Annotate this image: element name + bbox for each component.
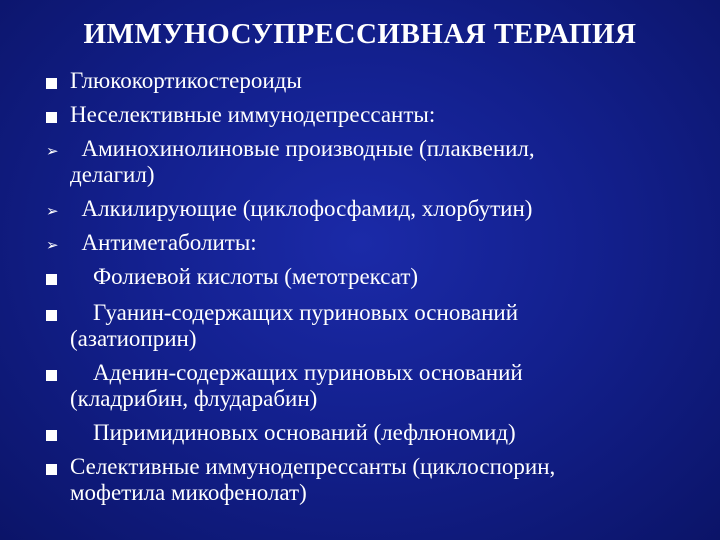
square-bullet-icon xyxy=(44,264,60,290)
square-bullet-icon xyxy=(44,300,60,326)
list-item-line: делагил) xyxy=(70,162,155,187)
square-bullet-icon xyxy=(44,68,60,94)
list-item-line: Аминохинолиновые производные (плаквенил, xyxy=(70,136,535,161)
arrow-bullet-icon: ➢ xyxy=(46,236,59,254)
list-item-line: мофетила микофенолат) xyxy=(70,480,307,505)
list-item-line: Неселективные иммунодепрессанты: xyxy=(70,102,436,127)
square-bullet-icon xyxy=(44,360,60,386)
list-item-line: Селективные иммунодепрессанты (циклоспорин, xyxy=(70,454,556,479)
list-item-line: Аденин-содержащих пуриновых оснований xyxy=(70,360,523,385)
square-bullet-icon xyxy=(44,420,60,446)
list-item-line: Алкилирующие (циклофосфамид, хлорбутин) xyxy=(70,196,533,221)
square-bullet-icon xyxy=(44,454,60,480)
list-item-line: Пиримидиновых оснований (лефлюномид) xyxy=(70,420,516,445)
list-item-line: Фолиевой кислоты (метотрексат) xyxy=(70,264,419,289)
slide-title: ИММУНОСУПРЕССИВНАЯ ТЕРАПИЯ xyxy=(83,18,637,50)
arrow-bullet-icon: ➢ xyxy=(46,142,59,160)
list-item-line: Гуанин-содержащих пуриновых оснований xyxy=(70,300,519,325)
square-bullet-icon xyxy=(44,102,60,128)
arrow-bullet-icon: ➢ xyxy=(46,202,59,220)
list-item-line: Антиметаболиты: xyxy=(70,230,257,255)
list-item-line: (азатиоприн) xyxy=(70,326,197,351)
list-item-line: (кладрибин, флударабин) xyxy=(70,386,318,411)
list-item-line: Глюкокортикостероиды xyxy=(70,68,302,93)
